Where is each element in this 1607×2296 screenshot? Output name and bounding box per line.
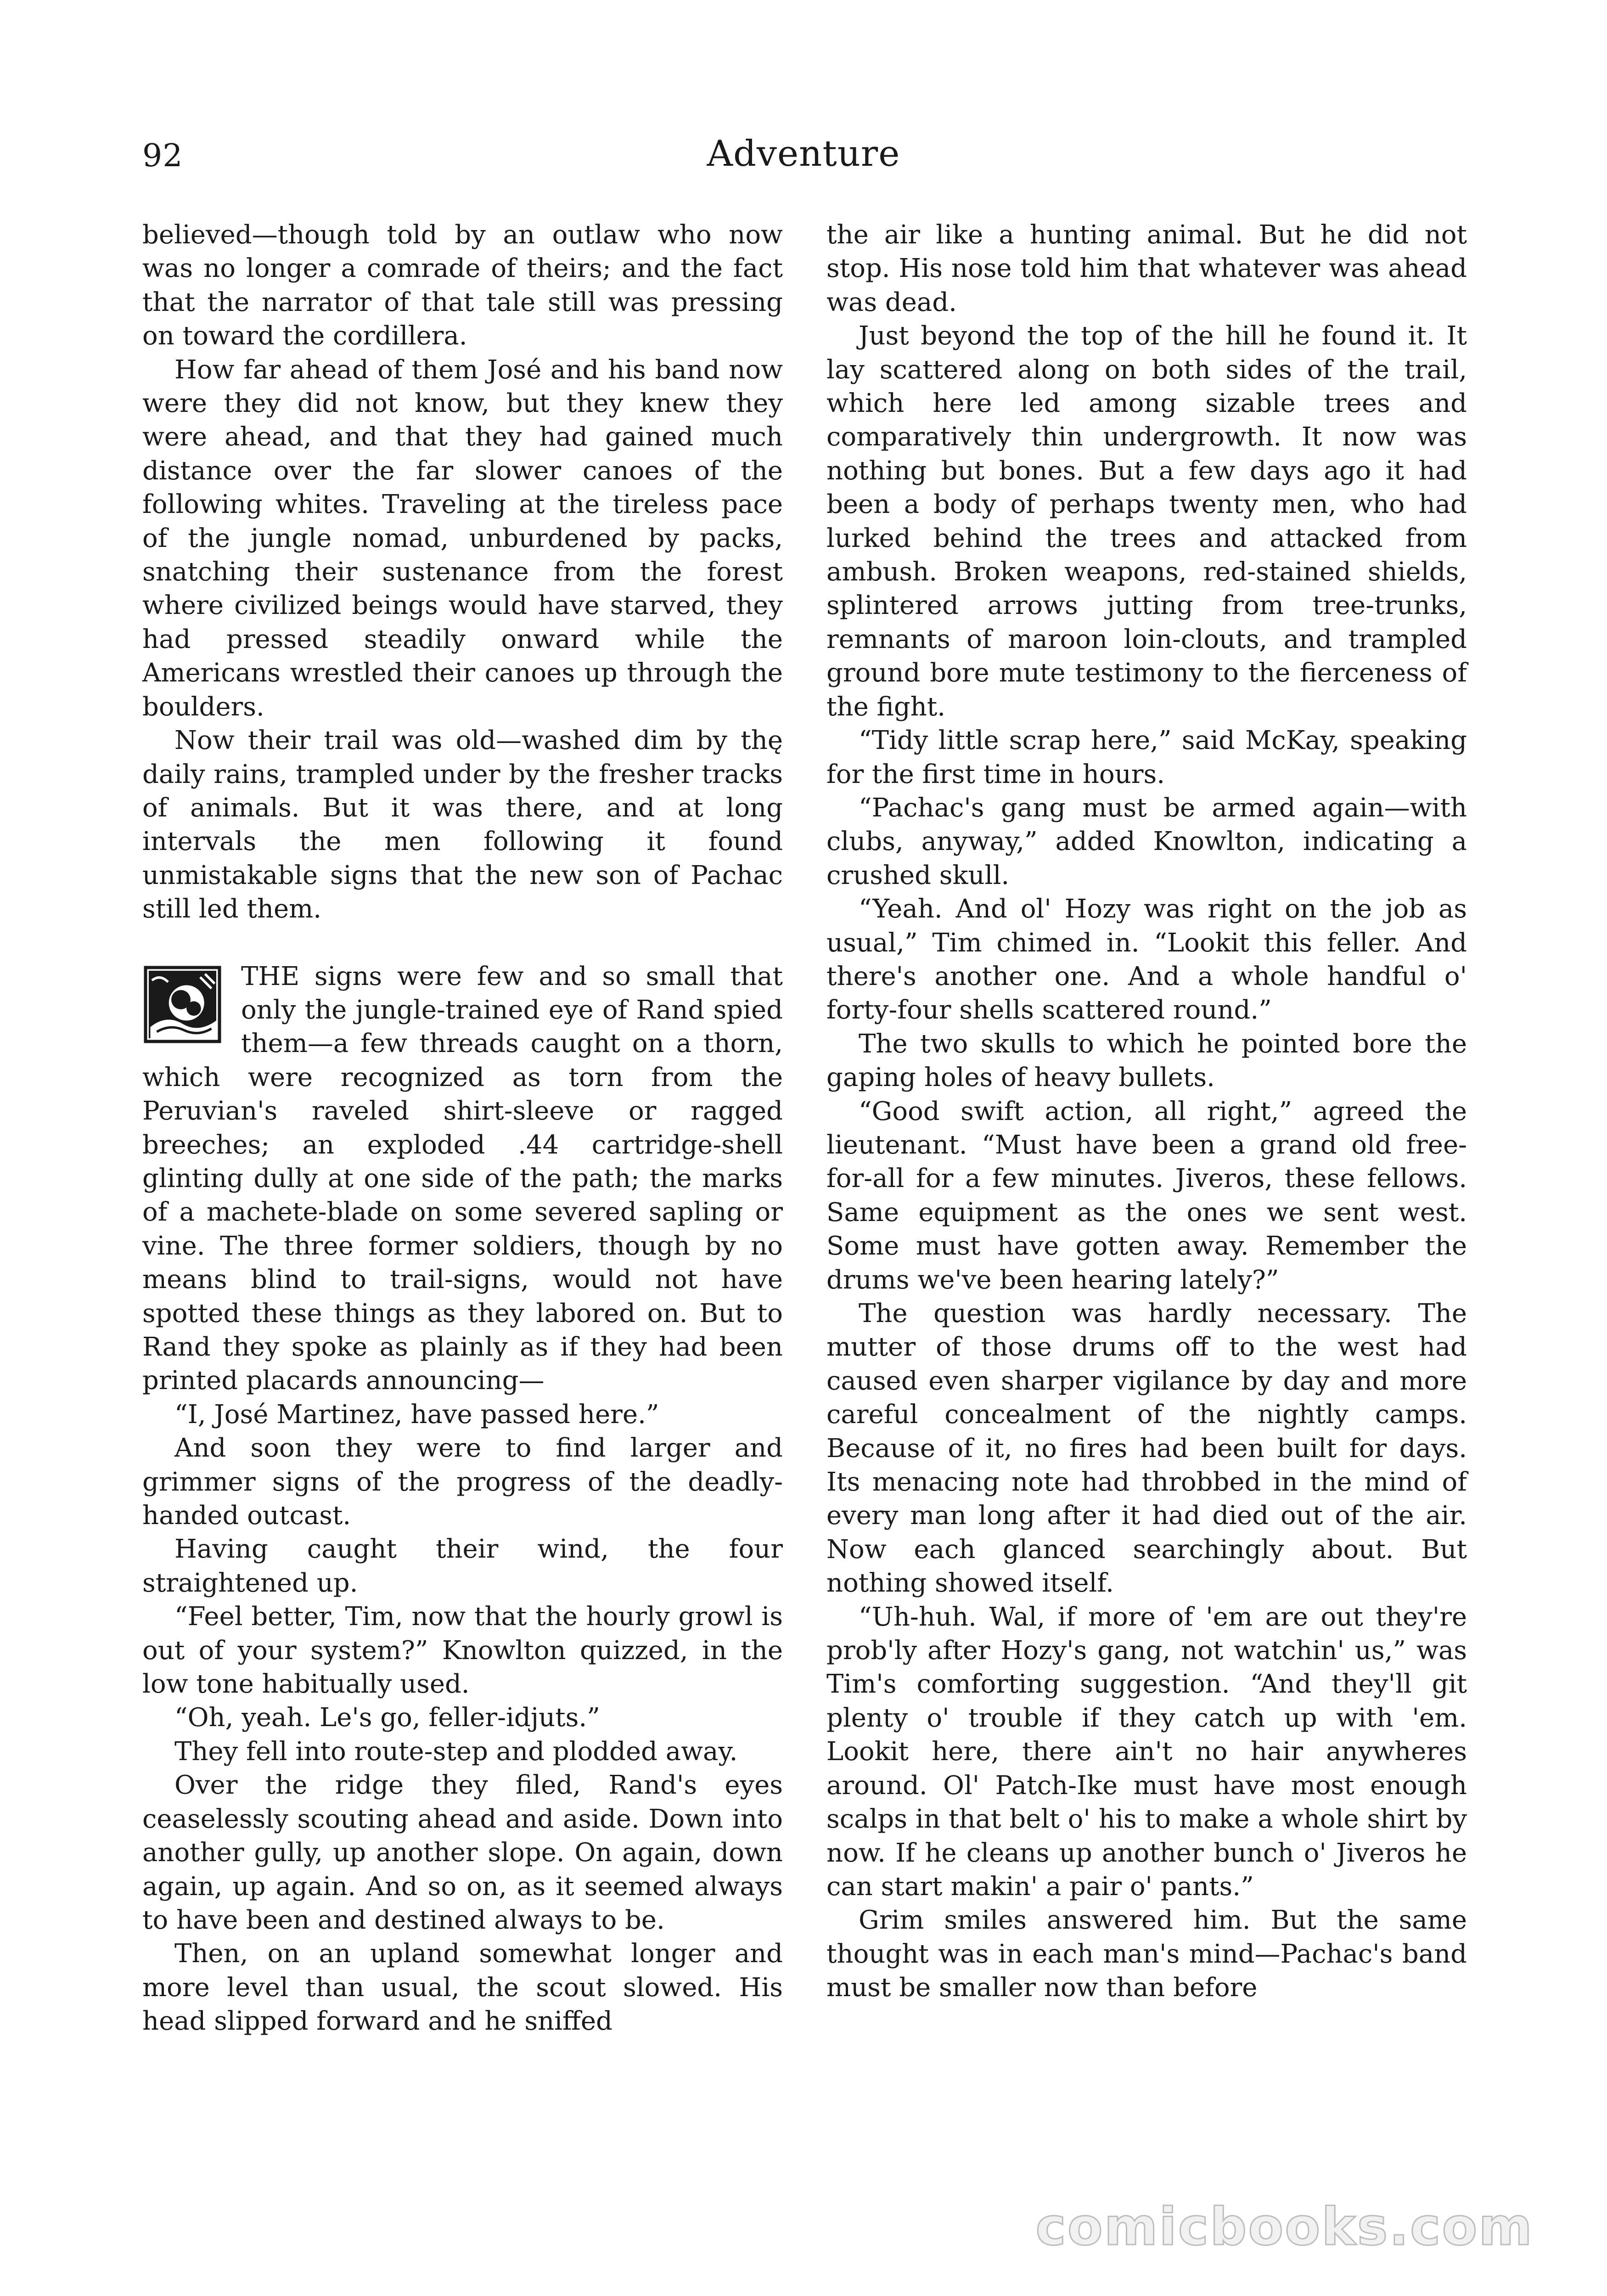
page-number: 92 [142, 138, 183, 174]
paragraph: Now their trail was old—washed dim by thę daily rains, trampled under by the fresher tracks of animals. But it was there, and at long intervals the men following it found unmistakable signs that the new son of Pachac still led them. [142, 726, 783, 924]
paragraph: “Uh-huh. Wal, if more of 'em are out they're prob'ly after Hozy's gang, not watchin' us,” was Tim's comforting suggestion. “And they'll git plenty o' trouble if they catch up with 'em. Lookit here, there ain't no hair anywheres around. Ol' Patch-Ike must have most enough scalps in that belt o' his to make a whole shirt by now. If he cleans up another bunch o' Jiveros he can start makin' a pair o' pants.” [826, 1602, 1467, 1902]
paragraph: Just beyond the top of the hill he found it. It lay scattered along on both sides of the trail, which here led among sizable trees and comparatively thin undergrowth. It now was nothing but bones. But a few days ago it had been a body of perhaps twenty men, who had lurked behind the trees and attacked from ambush. Broken weapons, red-stained shields, splintered arrows jutting from tree-trunks, remnants of maroon loin-clouts, and trampled ground bore mute testimony to the fierceness of the fight. [826, 321, 1467, 722]
paragraph: They fell into route-step and plodded away. [174, 1736, 738, 1767]
watermark: comicbooks.com [1035, 2197, 1534, 2257]
decorative-initial-icon [142, 964, 223, 1058]
paragraph: “Feel better, Tim, now that the hourly growl is out of your system?” Knowlton quizzed, in the low tone habitually used. [142, 1602, 783, 1699]
left-column [142, 218, 783, 2038]
paragraph: “Tidy little scrap here,” said McKay, speaking for the first time in hours. [826, 726, 1467, 789]
paragraph: And soon they were to find larger and grimmer signs of the progress of the deadly-handed outcast. [142, 1433, 783, 1531]
paragraph: The question was hardly necessary. The mutter of those drums off to the west had caused even sharper vigilance by day and more careful concealment of the nightly camps. Because of it, no fires had been built for days. Its menacing note had throbbed in the mind of every man long after it had died out of the air. Now each glanced searchingly about. But nothing showed itself. [826, 1299, 1467, 1598]
paragraph: Having caught their wind, the four straightened up. [142, 1534, 783, 1598]
woodcut-ornament-icon [142, 964, 223, 1045]
running-head: Adventure [707, 133, 900, 174]
right-column [826, 218, 1467, 2005]
paragraph: “Yeah. And ol' Hozy was right on the job as usual,” Tim chimed in. “Lookit this feller. And there's another one. And a whole handful o' forty-four shells scattered round.” [826, 894, 1467, 1025]
paragraph: The two skulls to which he pointed bore the gaping holes of heavy bullets. [826, 1029, 1467, 1093]
paragraph: How far ahead of them José and his band now were they did not know, but they knew they were ahead, and that they had gained much distance over the far slower canoes of the following whites. Traveling at the tireless pace of the jungle nomad, unburdened by packs, snatching their sustenance from the forest where civilized beings would have starved, they had pressed steadily onward while the Americans wrestled their canoes up through the boulders. [142, 355, 783, 722]
paragraph: “Pachac's gang must be armed again—with clubs, anyway,” added Knowlton, indicating a crushed skull. [826, 793, 1467, 890]
paragraph: “I, José Martinez, have passed here.” [174, 1399, 659, 1429]
paragraph: Over the ridge they filed, Rand's eyes ceaselessly scouting ahead and aside. Down into another gully, up another slope. On again, down again, up again. And so on, as it seemed always to have been and destined always to be. [142, 1770, 783, 1935]
paragraph: “Good swift action, all right,” agreed the lieutenant. “Must have been a grand old free-for-all for a few minutes. Jiveros, these fellows. Same equipment as the ones we sent west. Some must have gotten away. Remember the drums we've been hearing lately?” [826, 1096, 1467, 1295]
paragraph: Grim smiles answered him. But the same thought was in each man's mind—Pachac's band must be smaller now than before [826, 1905, 1467, 2003]
paragraph: “Oh, yeah. Le's go, feller-idjuts.” [174, 1703, 600, 1733]
paragraph: Then, on an upland somewhat longer and more level than usual, the scout slowed. His head slipped forward and he sniffed [142, 1939, 783, 2037]
paragraph-with-initial: THE signs were few and so small that only the jungle-trained eye of Rand spied them—a few threads caught on a thorn, which were recognized as torn from the Peruvian's raveled shirt-sleeve or ragged breeches; an exploded .44 cartridge-shell glinting dully at one side of the path; the marks of a machete-blade on some severed sapling or vine. The three former soldiers, though by no means blind to trail-signs, would not have spotted these things as they labored on. But to Rand they spoke as plainly as if they had been printed placards announcing— [142, 961, 783, 1396]
paragraph: the air like a hunting animal. But he did not stop. His nose told him that whatever was ahead was dead. [826, 220, 1467, 317]
page-header [142, 133, 1465, 193]
section-break [142, 926, 783, 960]
paragraph: believed—though told by an outlaw who now was no longer a comrade of theirs; and the fact that the narrator of that tale still was pressing on toward the cordillera. [142, 220, 783, 351]
